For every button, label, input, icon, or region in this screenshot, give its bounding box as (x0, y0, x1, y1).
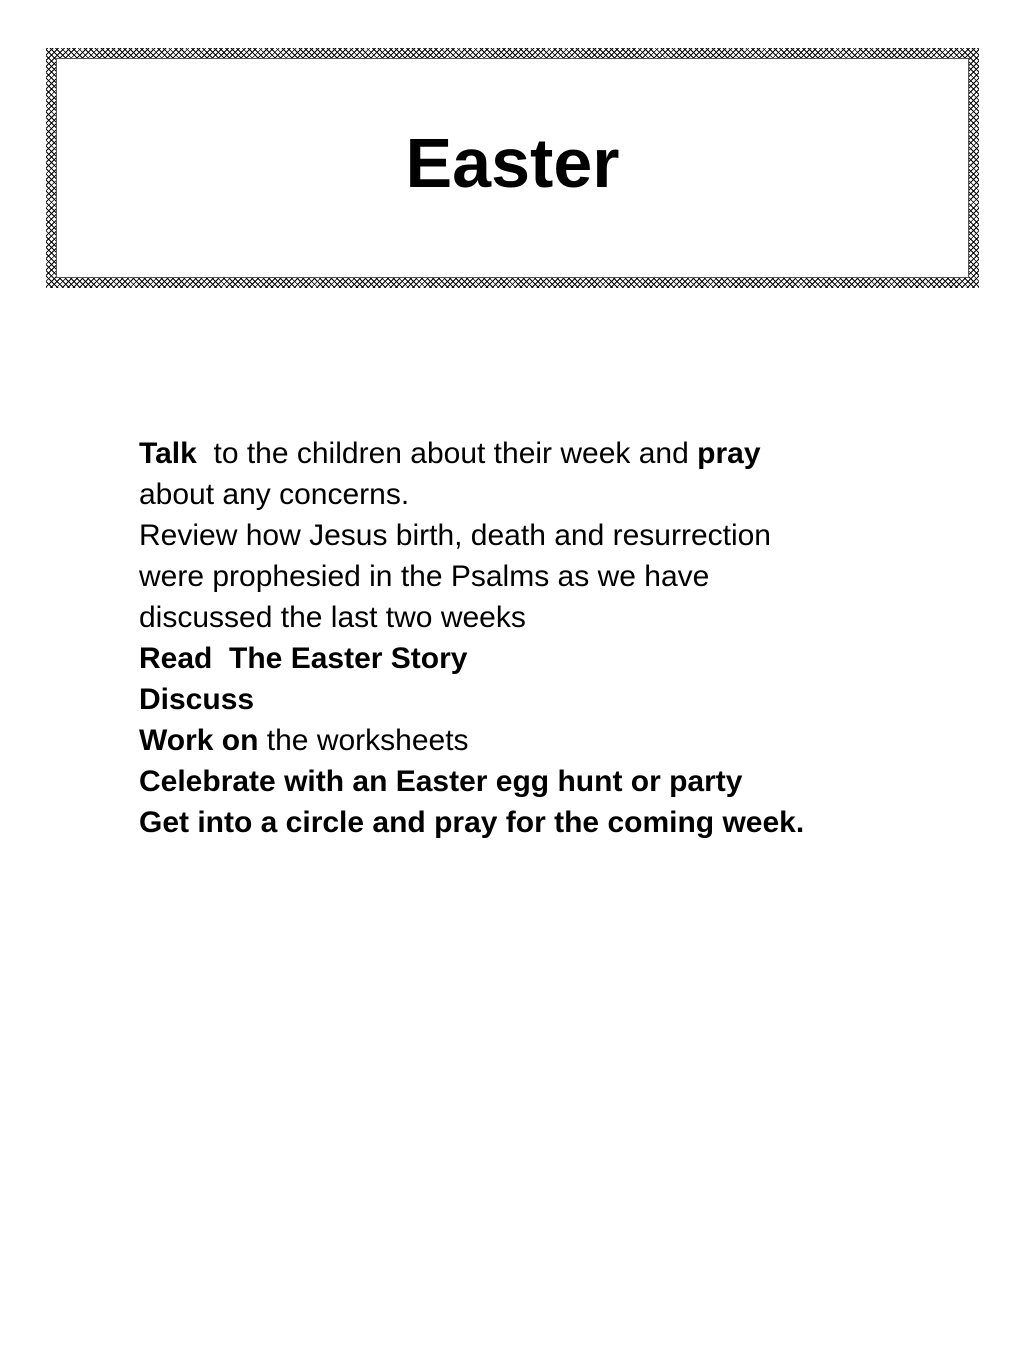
instruction-celebrate: Celebrate with an Easter egg hunt or party (139, 765, 743, 798)
instruction-review-3: discussed the last two weeks (139, 601, 526, 634)
page-title: Easter (405, 124, 620, 202)
instruction-concerns: about any concerns. (139, 478, 410, 511)
work-on-text: the worksheets (258, 724, 469, 757)
title-frame (46, 48, 979, 288)
work-on-keyword: Work on (139, 724, 259, 757)
instruction-review-2: were prophesied in the Psalms as we have (139, 560, 710, 593)
talk-text: to the children about their week and (196, 437, 698, 470)
talk-keyword: Talk (139, 437, 197, 470)
title-box (56, 58, 969, 278)
instruction-circle: Get into a circle and pray for the coming week. (139, 806, 805, 839)
lesson-instructions (139, 433, 919, 843)
instruction-talk (139, 433, 919, 474)
instruction-read: Read The Easter Story (139, 642, 468, 675)
pray-keyword: pray (697, 437, 761, 470)
instruction-review-1: Review how Jesus birth, death and resurrection (139, 519, 771, 552)
instruction-work (139, 720, 919, 761)
instruction-discuss: Discuss (139, 683, 255, 716)
